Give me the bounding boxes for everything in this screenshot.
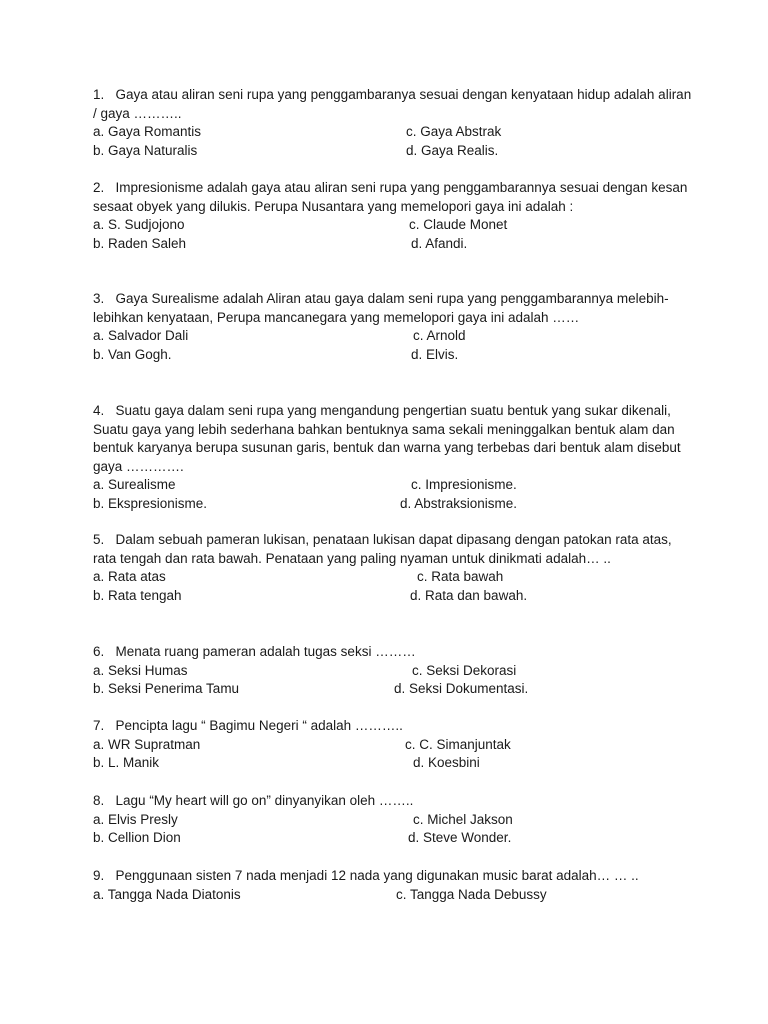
- option-b: b. Cellion Dion: [93, 830, 181, 845]
- question-6: [93, 643, 693, 699]
- option-c: c. Michel Jakson: [413, 811, 513, 827]
- options-row: [93, 327, 693, 346]
- question-8: [93, 792, 693, 848]
- question-number: 7.: [93, 718, 105, 733]
- question-5: [93, 531, 693, 605]
- question-number: 2.: [93, 180, 105, 195]
- question-text: [93, 643, 693, 662]
- option-d: d. Steve Wonder.: [408, 830, 512, 845]
- question-body: Gaya atau aliran seni rupa yang penggambaranya sesuai dengan kenyataan hidup adalah aliran / gaya ………..: [93, 87, 692, 121]
- question-number: 9.: [93, 868, 105, 883]
- option-b: b. Seksi Penerima Tamu: [93, 681, 240, 696]
- option-b: b. Rata tengah: [93, 587, 182, 603]
- option-c: c. Tangga Nada Debussy: [396, 886, 547, 902]
- question-body: Menata ruang pameran adalah tugas seksi ………: [115, 644, 416, 659]
- option-a: a. WR Supratman: [93, 736, 201, 752]
- question-number: 5.: [93, 532, 105, 547]
- question-body: Penggunaan sisten 7 nada menjadi 12 nada yang digunakan music barat adalah… … ..: [115, 868, 639, 883]
- option-d: d. Gaya Realis.: [406, 142, 499, 158]
- question-body: Lagu “My heart will go on” dinyanyikan oleh ……..: [115, 793, 414, 808]
- option-c: c. Arnold: [413, 328, 466, 343]
- question-text: [93, 792, 693, 811]
- question-body: Dalam sebuah pameran lukisan, penataan lukisan dapat dipasang dengan patokan rata atas, rata tengah dan rata bawah. Penataan yang paling nyaman untuk dinikmati adalah… ..: [93, 532, 672, 566]
- question-text: [93, 531, 693, 568]
- option-b: b. Van Gogh.: [93, 346, 172, 362]
- question-body: Suatu gaya dalam seni rupa yang mengandung pengertian suatu bentuk yang sukar dikenali, Suatu gaya yang lebih sederhana bahkan bentuknya sama sekali meninggalkan bentuk alam dan bentuk karyanya berupa susunan garis, bentuk dan warna yang terbebas dari bentuk alam disebut gaya ………….: [93, 403, 681, 474]
- option-c: c. Rata bawah: [417, 569, 504, 584]
- option-d: d. Elvis.: [411, 346, 459, 362]
- option-b: b. Raden Saleh: [93, 235, 187, 251]
- question-text: [93, 717, 693, 736]
- options-row: [93, 476, 693, 495]
- option-d: d. Rata dan bawah.: [410, 587, 528, 603]
- options-row: [93, 216, 693, 235]
- options-row: [93, 587, 693, 606]
- options-row: [93, 346, 693, 365]
- options-row: [93, 811, 693, 830]
- question-text: [93, 867, 693, 886]
- options-row: [93, 142, 693, 161]
- options-row: [93, 662, 693, 681]
- question-3: [93, 290, 693, 364]
- option-a: a. Elvis Presly: [93, 811, 178, 827]
- question-text: [93, 290, 693, 327]
- option-d: d. Koesbini: [413, 755, 480, 770]
- question-number: 8.: [93, 793, 105, 808]
- options-row: [93, 754, 693, 773]
- options-row: [93, 886, 693, 905]
- option-c: c. C. Simanjuntak: [405, 736, 511, 752]
- option-b: b. Gaya Naturalis: [93, 142, 198, 158]
- option-d: d. Seksi Dokumentasi.: [394, 681, 529, 696]
- question-text: [93, 86, 693, 123]
- option-a: a. S. Sudjojono: [93, 217, 185, 232]
- option-d: d. Abstraksionisme.: [400, 495, 518, 511]
- option-c: c. Claude Monet: [409, 217, 508, 232]
- question-7: [93, 717, 693, 773]
- option-c: c. Gaya Abstrak: [406, 124, 502, 139]
- question-body: Impresionisme adalah gaya atau aliran seni rupa yang penggambarannya sesuai dengan kesan sesaat obyek yang dilukis. Perupa Nusantara yang memelopori gaya ini adalah :: [93, 180, 688, 214]
- options-row: [93, 736, 693, 755]
- option-c: c. Seksi Dekorasi: [412, 662, 517, 678]
- options-row: [93, 680, 693, 699]
- options-row: [93, 123, 693, 142]
- option-a: a. Seksi Humas: [93, 662, 188, 678]
- question-4: [93, 402, 693, 513]
- option-d: d. Afandi.: [411, 235, 468, 251]
- options-row: [93, 235, 693, 254]
- options-row: [93, 495, 693, 514]
- option-a: a. Gaya Romantis: [93, 124, 202, 139]
- question-9: [93, 867, 693, 904]
- option-a: a. Rata atas: [93, 569, 166, 584]
- options-row: [93, 829, 693, 848]
- question-number: 6.: [93, 644, 105, 659]
- question-body: Gaya Surealisme adalah Aliran atau gaya dalam seni rupa yang penggambarannya melebih-lebihkan kenyataan, Perupa mancanegara yang memelopori gaya ini adalah ……: [93, 291, 669, 325]
- question-2: [93, 179, 693, 253]
- option-b: b. Ekspresionisme.: [93, 495, 208, 511]
- option-a: a. Tangga Nada Diatonis: [93, 886, 241, 902]
- question-number: 3.: [93, 291, 105, 306]
- options-row: [93, 568, 693, 587]
- question-1: [93, 86, 693, 160]
- question-number: 4.: [93, 403, 105, 418]
- question-text: [93, 179, 693, 216]
- question-text: [93, 402, 693, 476]
- option-b: b. L. Manik: [93, 755, 160, 770]
- option-c: c. Impresionisme.: [411, 477, 517, 492]
- option-a: a. Salvador Dali: [93, 328, 189, 343]
- option-a: a. Surealisme: [93, 477, 176, 492]
- question-body: Pencipta lagu “ Bagimu Negeri “ adalah ………..: [115, 718, 403, 733]
- question-number: 1.: [93, 87, 105, 102]
